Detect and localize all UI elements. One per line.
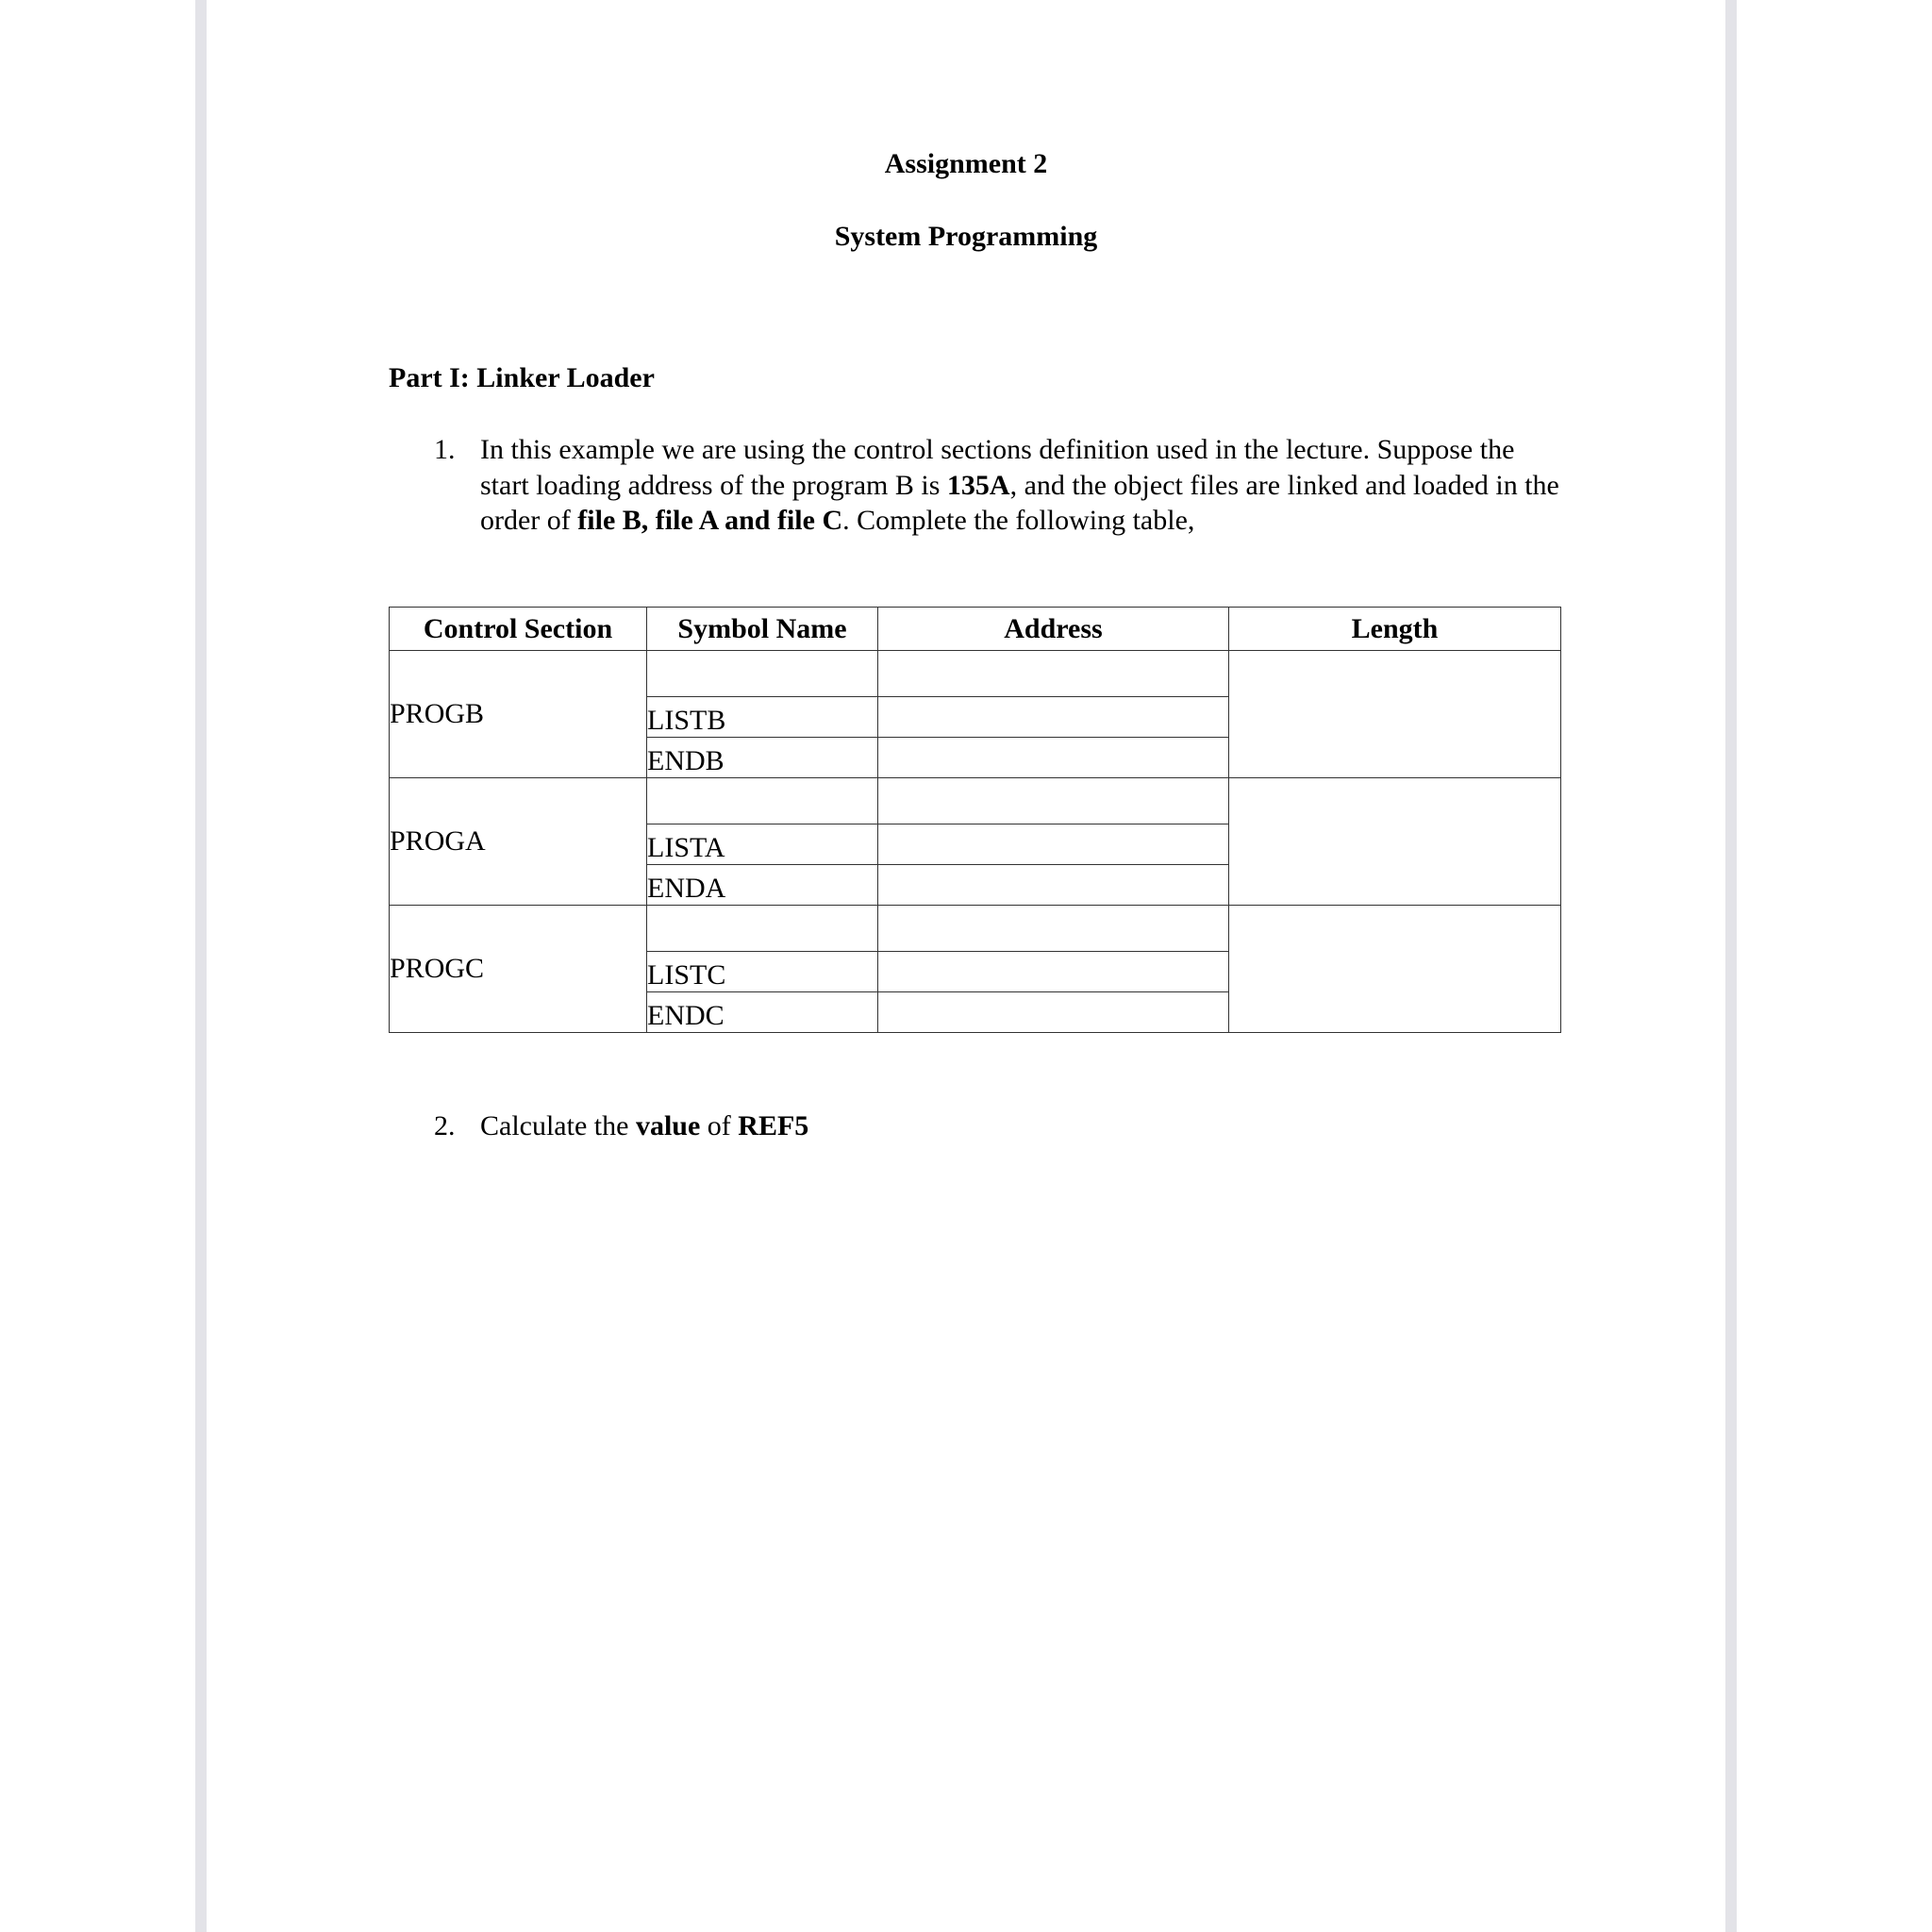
symbol-cell: LISTA <box>647 824 878 865</box>
address-cell[interactable] <box>878 952 1229 992</box>
page-left-edge <box>195 0 207 1932</box>
header-length: Length <box>1229 608 1561 651</box>
symbol-cell <box>647 651 878 697</box>
address-cell[interactable] <box>878 824 1229 865</box>
symbol-cell: ENDC <box>647 992 878 1033</box>
symbol-cell: LISTC <box>647 952 878 992</box>
length-cell[interactable] <box>1229 651 1561 778</box>
symbol-cell: ENDA <box>647 865 878 906</box>
symbol-cell <box>647 778 878 824</box>
document-title: Assignment 2 <box>884 148 1048 179</box>
load-order: file B, file A and file C <box>577 505 843 536</box>
part-heading: Part I: Linker Loader <box>389 362 655 393</box>
address-cell[interactable] <box>878 651 1229 697</box>
question-2-text: Calculate the value of REF5 <box>480 1110 809 1141</box>
question-2-number: 2. <box>434 1110 456 1141</box>
address-cell[interactable] <box>878 697 1229 738</box>
symbol-table <box>389 607 1561 1033</box>
symbol-cell: ENDB <box>647 738 878 778</box>
page-right-edge <box>1725 0 1737 1932</box>
question-1-number: 1. <box>434 434 456 465</box>
table-row <box>390 651 1561 697</box>
address-cell[interactable] <box>878 865 1229 906</box>
header-address: Address <box>878 608 1229 651</box>
address-cell[interactable] <box>878 992 1229 1033</box>
table-row <box>390 906 1561 952</box>
control-section-cell: PROGC <box>390 906 647 1033</box>
ref5-symbol: REF5 <box>738 1110 809 1141</box>
length-cell[interactable] <box>1229 906 1561 1033</box>
start-address: 135A <box>946 469 1010 501</box>
control-section-cell: PROGB <box>390 651 647 778</box>
header-control-section: Control Section <box>390 608 647 651</box>
document-subtitle: System Programming <box>834 221 1098 252</box>
document-page <box>207 0 1725 1932</box>
value-word: value <box>635 1110 701 1141</box>
symbol-cell: LISTB <box>647 697 878 738</box>
header-symbol-name: Symbol Name <box>647 608 878 651</box>
address-cell[interactable] <box>878 738 1229 778</box>
table-row <box>390 778 1561 824</box>
address-cell[interactable] <box>878 906 1229 952</box>
symbol-cell <box>647 906 878 952</box>
length-cell[interactable] <box>1229 778 1561 906</box>
control-section-cell: PROGA <box>390 778 647 906</box>
question-1-text: In this example we are using the control sections definition used in the lecture. Suppose the start loading address of the program B is 135A, and the object files are linked and loaded in the order of file B, file A and file C. Complete the following table, <box>480 434 1559 536</box>
address-cell[interactable] <box>878 778 1229 824</box>
